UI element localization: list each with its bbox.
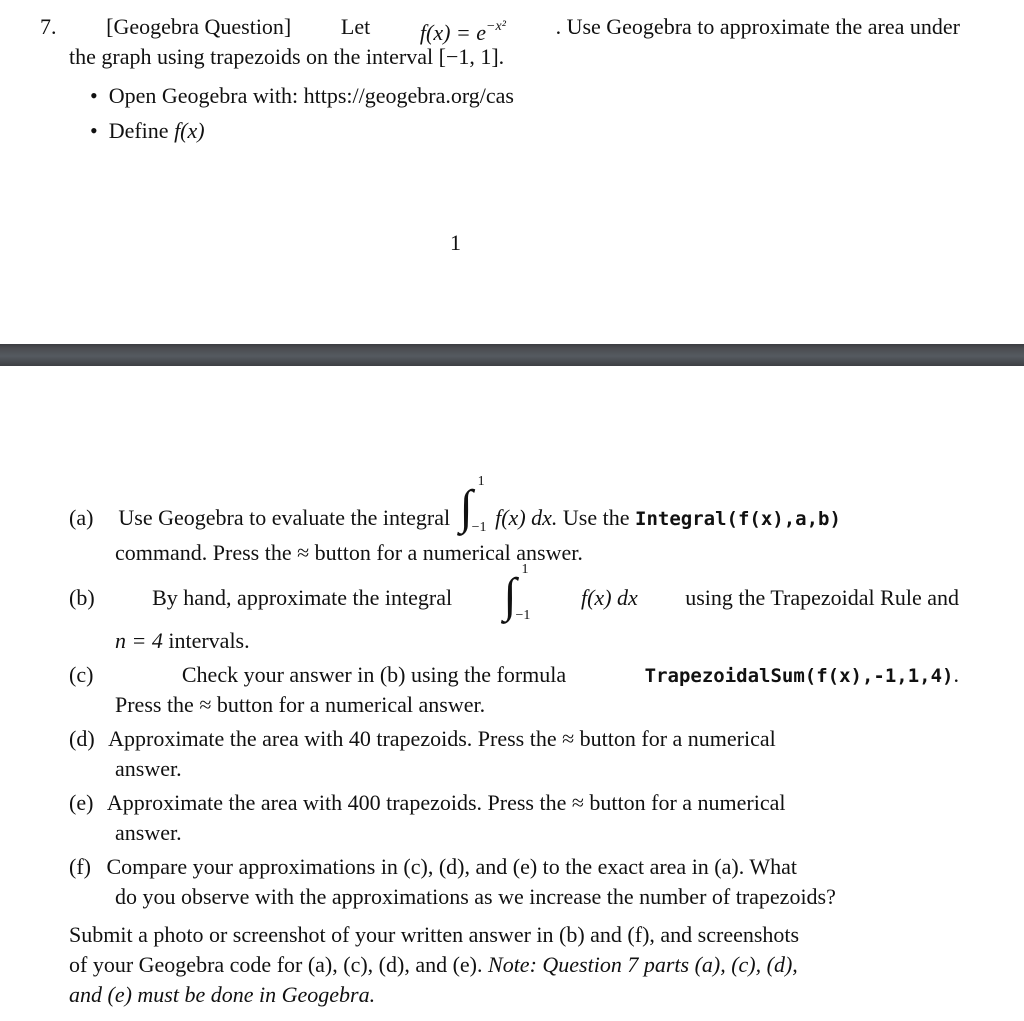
integrand: f(x) dx [580, 585, 638, 610]
integrand: f(x) dx. [495, 505, 558, 530]
integral-upper-limit: 1 [477, 474, 485, 489]
integral-lower-limit: −1 [471, 520, 487, 535]
part-c-line1: (c) Check your answer in (b) using the formula TrapezoidalSum(f(x),-1,1,4). [69, 660, 959, 691]
part-e-line2: answer. [115, 820, 182, 845]
integral-command: Integral(f(x),a,b) [635, 508, 841, 530]
question-tag: [Geogebra Question] [106, 14, 292, 39]
bullet-dot: • [90, 83, 98, 108]
question-intro-rest: . Use Geogebra to approximate the area under [555, 14, 960, 39]
part-b-line2: n = 4 intervals. [115, 628, 250, 653]
submit-line3: and (e) must be done in Geogebra. [69, 982, 376, 1007]
bullet-dot: • [90, 118, 98, 143]
part-d-line1: (d) Approximate the area with 40 trapezoids. Press the ≈ button for a numerical [69, 726, 776, 751]
part-f-line2: do you observe with the approximations as we increase the number of trapezoids? [115, 884, 836, 909]
function-exponent: −x² [486, 19, 506, 34]
part-a-line1: (a) Use Geogebra to evaluate the integral ∫ 1 −1 f(x) dx. Use the Integral(f(x),a,b) [69, 474, 841, 535]
part-c-line2: Press the ≈ button for a numerical answer. [115, 692, 486, 717]
bullet-math: f(x) [174, 118, 205, 143]
page-divider [0, 344, 1024, 366]
part-a-line2: command. Press the ≈ button for a numerical answer. [115, 540, 583, 565]
integral-symbol: ∫ 1 −1 [459, 474, 487, 535]
part-e-line1: (e) Approximate the area with 400 trapezoids. Press the ≈ button for a numerical [69, 790, 786, 815]
part-f-line1: (f) Compare your approximations in (c), (d), and (e) to the exact area in (a). What [69, 854, 797, 879]
part-f-label: (f) [69, 854, 91, 879]
question-intro-line2: the graph using trapezoids on the interval [−1, 1]. [69, 44, 505, 69]
question-number: 7. [40, 14, 57, 39]
submit-line1: Submit a photo or screenshot of your written answer in (b) and (f), and screenshots [69, 922, 800, 947]
submit-note: Note: Question 7 parts (a), (c), (d), [488, 952, 798, 977]
integral-symbol: ∫ 1 −1 [503, 562, 531, 623]
bullet-item: • Define f(x) [90, 118, 205, 143]
page-number: 1 [450, 230, 461, 255]
trapezoidal-command: TrapezoidalSum(f(x),-1,1,4) [644, 665, 954, 687]
bullet-item: • Open Geogebra with: https://geogebra.org/cas [90, 83, 514, 108]
integral-upper-limit: 1 [521, 562, 529, 577]
function-definition: $f(x) = e^{-x^2}$ [419, 19, 506, 45]
question-let: Let [340, 14, 371, 39]
submit-line2: of your Geogebra code for (a), (c), (d), and (e). Note: Question 7 parts (a), (c), (d), [69, 952, 798, 977]
part-c-label: (c) [69, 662, 94, 687]
part-d-line2: answer. [115, 756, 182, 781]
part-b-line1: (b) By hand, approximate the integral ∫ 1 −1 f(x) dx using the Trapezoidal Rule and [69, 562, 959, 623]
part-b-label: (b) [69, 585, 95, 610]
part-d-label: (d) [69, 726, 95, 751]
part-a-label: (a) [69, 505, 94, 530]
interval-count: n = 4 [115, 628, 163, 653]
part-e-label: (e) [69, 790, 94, 815]
integral-lower-limit: −1 [515, 608, 531, 623]
